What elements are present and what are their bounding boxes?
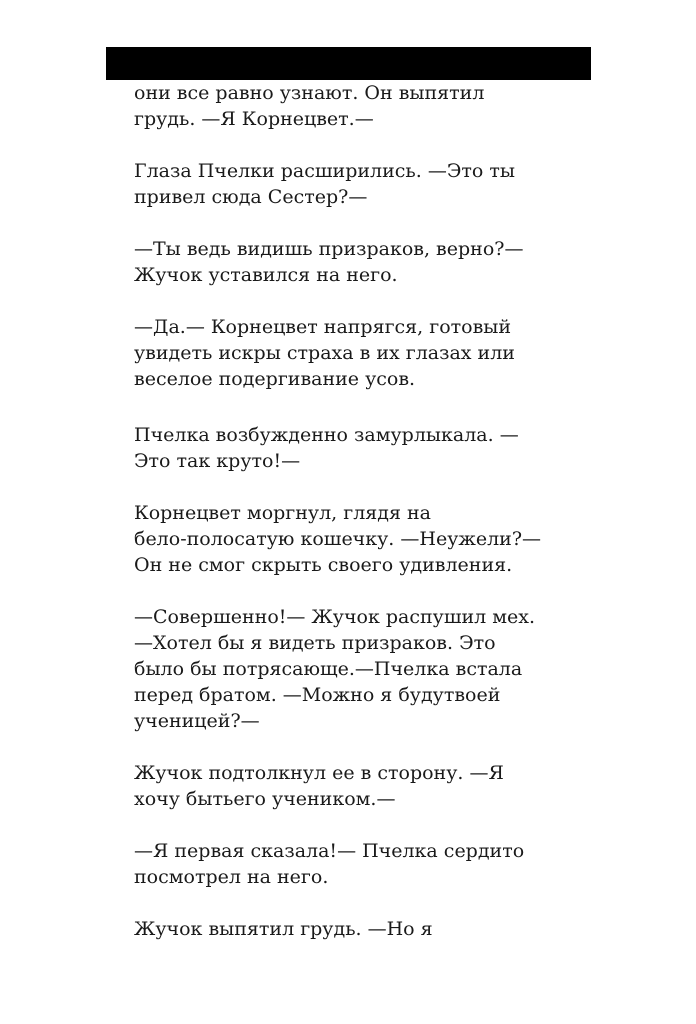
paragraph (134, 158, 574, 210)
text-line: Жучок выпятил грудь. —Но я (134, 918, 433, 940)
paragraph (134, 236, 574, 288)
document-body (134, 80, 574, 968)
text-line: веселое подергивание усов. (134, 368, 416, 390)
text-line: Глаза Пчелки расширились. —Это ты (134, 160, 515, 182)
text-line: Это так круто!— (134, 450, 301, 472)
paragraph (134, 604, 574, 734)
paragraph (134, 838, 574, 890)
redaction-bar (106, 47, 591, 80)
text-line: посмотрел на него. (134, 866, 329, 888)
text-line: перед братом. —Можно я будутвоей (134, 684, 501, 706)
text-line: Пчелка возбужденно замурлыкала. — (134, 424, 519, 446)
text-line: —Хотел бы я видеть призраков. Это (134, 632, 496, 654)
paragraph (134, 916, 574, 942)
text-line: хочу бытьего учеником.— (134, 788, 396, 810)
text-line: было бы потрясающе.—Пчелка встала (134, 658, 523, 680)
text-line: Жучок подтолкнул ее в сторону. —Я (134, 762, 504, 784)
text-line: —Совершенно!— Жучок распушил мех. (134, 606, 536, 628)
text-line: грудь. —Я Корнецвет.— (134, 108, 374, 130)
paragraph (134, 760, 574, 812)
text-line: увидеть искры страха в их глазах или (134, 342, 515, 364)
paragraph (134, 422, 574, 474)
text-line: Жучок уставился на него. (134, 264, 398, 286)
text-line: —Я первая сказала!— Пчелка сердито (134, 840, 525, 862)
text-line: они все равно узнают. Он выпятил (134, 82, 485, 104)
paragraph (134, 314, 574, 392)
text-line: ученицей?— (134, 710, 260, 732)
text-line: Корнецвет моргнул, глядя на (134, 502, 431, 524)
text-line: бело-полосатую кошечку. —Неужели?— (134, 528, 542, 550)
paragraph (134, 80, 574, 132)
text-line: —Ты ведь видишь призраков, верно?— (134, 238, 524, 260)
text-line: Он не смог скрыть своего удивления. (134, 554, 513, 576)
text-line: —Да.— Корнецвет напрягся, готовый (134, 316, 512, 338)
paragraph (134, 500, 574, 578)
text-line: привел сюда Сестер?— (134, 186, 368, 208)
